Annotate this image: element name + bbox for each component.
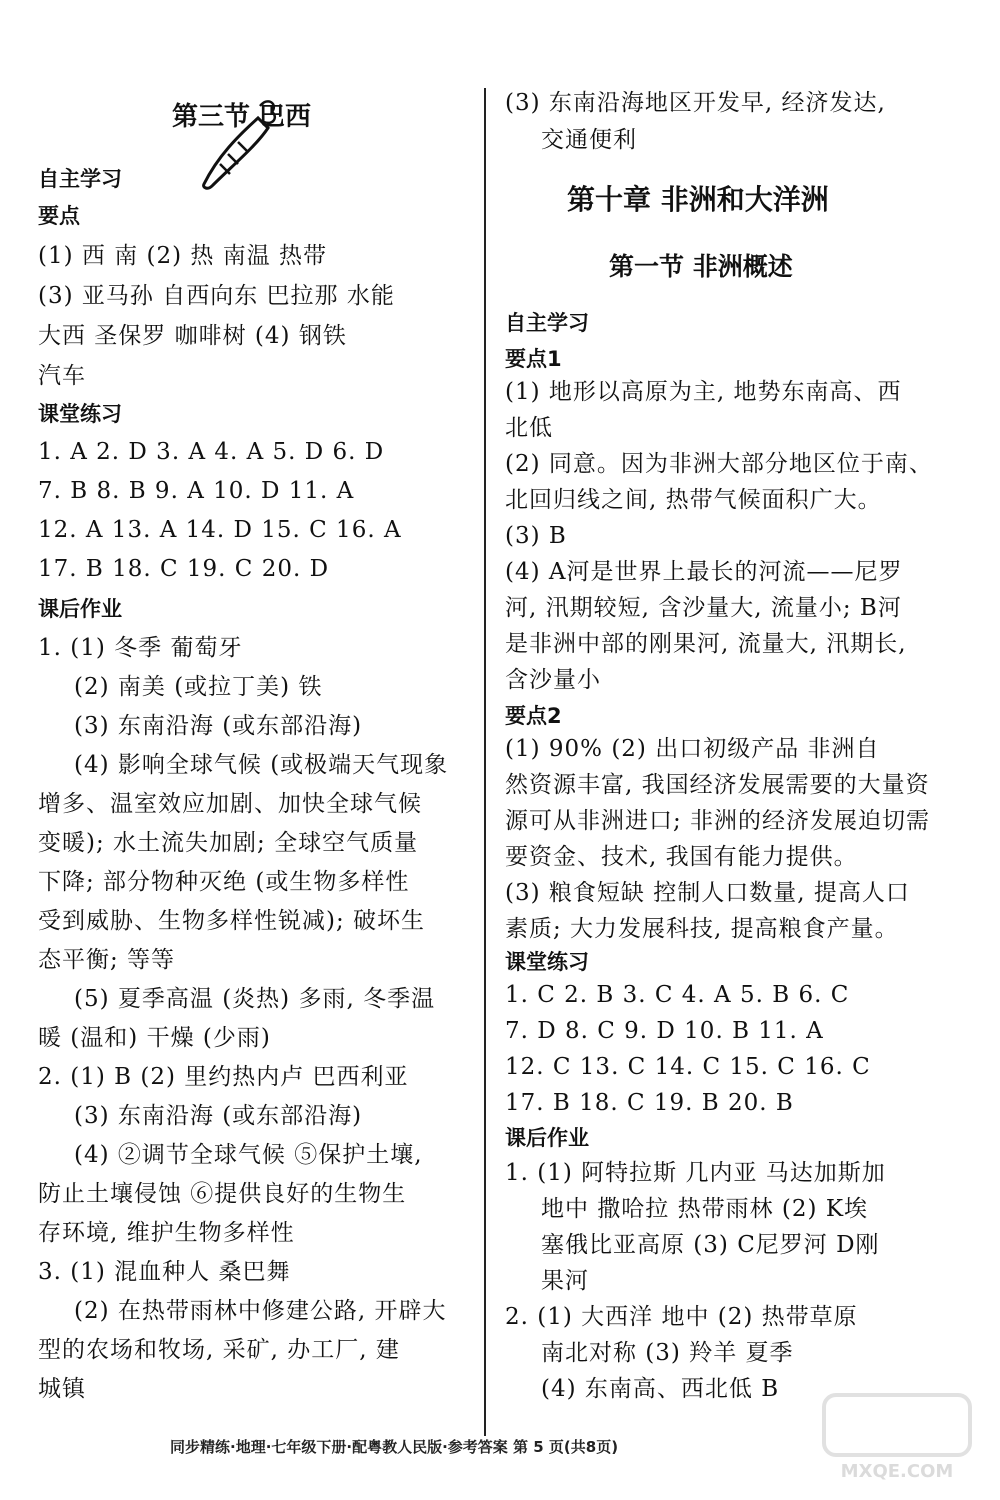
text-line: (4) 影响全球气候 (或极端天气现象 (74, 752, 449, 778)
text-line: 大西 圣保罗 咖啡树 (4) 钢铁 (38, 323, 347, 349)
text-line: 增多、温室效应加剧、加快全球气候 (38, 791, 422, 817)
text-line: 受到威胁、生物多样性锐减); 破坏生 (38, 908, 426, 934)
text-line: 变暖); 水土流失加剧; 全球空气质量 (38, 830, 419, 856)
text-line: (3) 东南沿海 (或东部沿海) (74, 1103, 363, 1129)
text-line: (2) 在热带雨林中修建公路, 开辟大 (74, 1298, 447, 1324)
watermark-text: MXQE.COM (840, 1461, 954, 1482)
page-footer: 同步精练·地理·七年级下册·配粤教人民版·参考答案 第 5 页(共8页) (170, 1438, 619, 1456)
text-line: 果河 (541, 1268, 589, 1294)
text-line: 河, 汛期较短, 含沙量大, 流量小; B河 (505, 595, 902, 621)
text-line: 2. (1) 大西洋 地中 (2) 热带草原 (505, 1304, 858, 1330)
text-line: 然资源丰富, 我国经济发展需要的大量资 (505, 772, 930, 798)
text-line: 城镇 (38, 1376, 86, 1402)
text-line: 含沙量小 (505, 667, 601, 693)
text-line: 北低 (505, 415, 553, 441)
section-title-africa: 第一节 非洲概述 (609, 252, 793, 281)
text-line: (3) 粮食短缺 控制人口数量, 提高人口 (505, 880, 910, 906)
text-line: (3) 东南沿海 (或东部沿海) (74, 713, 363, 739)
text-line: (4) A河是世界上最长的河流——尼罗 (505, 559, 903, 585)
text-line: 态平衡; 等等 (38, 947, 176, 973)
heading-key-point-2: 要点2 (505, 704, 562, 728)
text-line: 源可从非洲进口; 非洲的经济发展迫切需 (505, 808, 931, 834)
text-line: (1) 地形以高原为主, 地势东南高、西 (505, 379, 902, 405)
text-line: 存环境, 维护生物多样性 (38, 1220, 295, 1246)
watermark (812, 1393, 982, 1493)
heading-key-points: 要点 (38, 204, 80, 228)
answer-line: 12. C 13. C 14. C 15. C 16. C (505, 1054, 871, 1080)
heading-self-study: 自主学习 (505, 311, 589, 335)
answer-line: 17. B 18. C 19. B 20. B (505, 1090, 794, 1116)
text-line: 南北对称 (3) 羚羊 夏季 (541, 1340, 794, 1366)
heading-key-point-1: 要点1 (505, 347, 562, 371)
text-line: (3) B (505, 523, 567, 549)
heading-homework: 课后作业 (38, 597, 122, 621)
text-line: (4) 东南高、西北低 B (541, 1376, 780, 1402)
text-line: 交通便利 (541, 127, 637, 153)
answer-line: 7. D 8. C 9. D 10. B 11. A (505, 1018, 824, 1044)
answer-line: 17. B 18. C 19. C 20. D (38, 556, 330, 582)
heading-self-study: 自主学习 (38, 167, 122, 191)
text-line: 防止土壤侵蚀 ⑥提供良好的生物生 (38, 1181, 407, 1207)
text-line: (3) 东南沿海地区开发早, 经济发达, (505, 90, 886, 116)
text-line: 地中 撒哈拉 热带雨林 (2) K埃 (541, 1196, 869, 1222)
text-line: (2) 同意。因为非洲大部分地区位于南、 (505, 451, 933, 477)
text-line: 是非洲中部的刚果河, 流量大, 汛期长, (505, 631, 907, 657)
text-line: (3) 亚马孙 自西向东 巴拉那 水能 (38, 283, 395, 309)
text-line: 2. (1) B (2) 里约热内卢 巴西利亚 (38, 1064, 409, 1090)
text-line: 塞俄比亚高原 (3) C尼罗河 D刚 (541, 1232, 880, 1258)
text-line: (1) 西 南 (2) 热 南温 热带 (38, 243, 328, 269)
text-line: (5) 夏季高温 (炎热) 多雨, 冬季温 (74, 986, 436, 1012)
text-line: 汽车 (38, 363, 86, 389)
chapter-title: 第十章 非洲和大洋洲 (567, 183, 829, 216)
answer-line: 1. A 2. D 3. A 4. A 5. D 6. D (38, 439, 385, 465)
heading-class-practice: 课堂练习 (505, 950, 589, 974)
heading-class-practice: 课堂练习 (38, 402, 122, 426)
answer-line: 7. B 8. B 9. A 10. D 11. A (38, 478, 355, 504)
answer-line: 1. C 2. B 3. C 4. A 5. B 6. C (505, 982, 850, 1008)
text-line: 型的农场和牧场, 采矿, 办工厂, 建 (38, 1337, 400, 1363)
text-line: 暖 (温和) 干燥 (少雨) (38, 1025, 271, 1051)
text-line: 3. (1) 混血种人 桑巴舞 (38, 1259, 291, 1285)
text-line: (4) ②调节全球气候 ⑤保护土壤, (74, 1142, 423, 1168)
carrot-decoration-icon (198, 96, 278, 192)
text-line: 要资金、技术, 我国有能力提供。 (505, 844, 858, 870)
text-line: 下降; 部分物种灭绝 (或生物多样性 (38, 869, 410, 895)
answer-line: 12. A 13. A 14. D 15. C 16. A (38, 517, 402, 543)
text-line: 北回归线之间, 热带气候面积广大。 (505, 487, 882, 513)
column-divider (484, 88, 486, 1436)
heading-homework: 课后作业 (505, 1126, 589, 1150)
text-line: (1) 90% (2) 出口初级产品 非洲自 (505, 736, 880, 762)
watermark-badge-icon (822, 1393, 972, 1457)
section-title-brazil: 第三节 巴西 (172, 102, 312, 132)
text-line: 素质; 大力发展科技, 提高粮食产量。 (505, 916, 899, 942)
text-line: (2) 南美 (或拉丁美) 铁 (74, 674, 323, 700)
text-line: 1. (1) 冬季 葡萄牙 (38, 635, 243, 661)
text-line: 1. (1) 阿特拉斯 几内亚 马达加斯加 (505, 1160, 886, 1186)
